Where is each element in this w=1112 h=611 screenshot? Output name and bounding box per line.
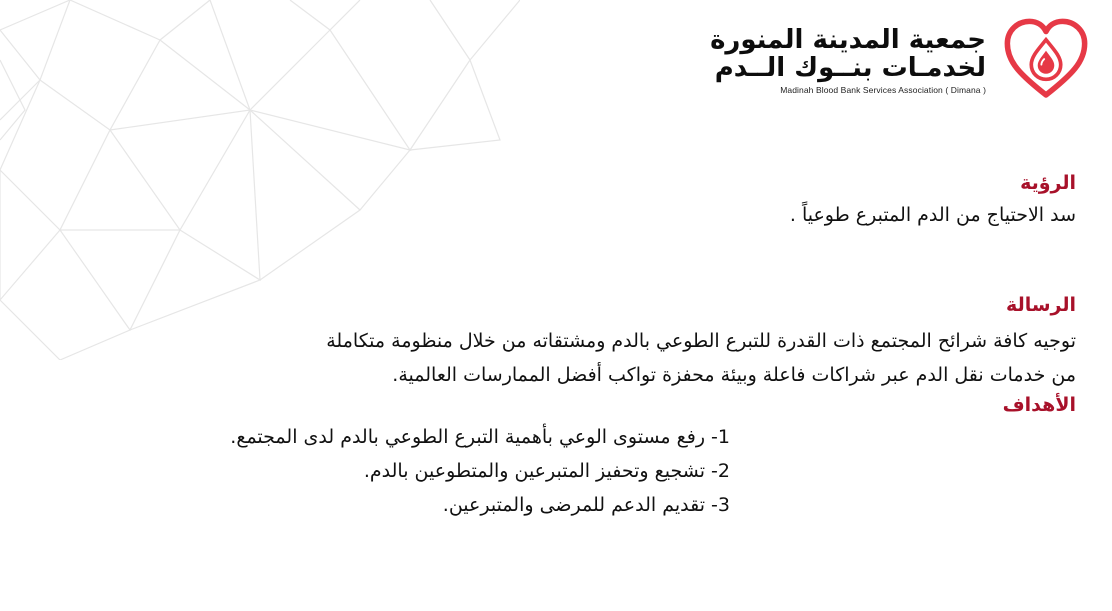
logo-english-name: Madinah Blood Bank Services Association ( Dimana ) — [780, 84, 986, 95]
association-logo — [710, 14, 1092, 106]
logo-name-line1: جمعية المدينة المنورة — [710, 24, 986, 55]
goal-item-1: 1- رفع مستوى الوعي بأهمية التبرع الطوعي بالدم لدى المجتمع. — [230, 426, 730, 448]
vision-heading: الرؤية — [1020, 172, 1076, 194]
mission-text-line-1: توجيه كافة شرائح المجتمع ذات القدرة للتبرع الطوعي بالدم ومشتقاته من خلال منظومة متكاملة — [326, 330, 1076, 352]
logo-name-line2: لخدمـات بنــوك الــدم — [714, 52, 986, 83]
mission-heading: الرسالة — [1006, 294, 1076, 316]
goal-item-2: 2- تشجيع وتحفيز المتبرعين والمتطوعين بالدم. — [363, 460, 730, 482]
mission-text-line-2: من خدمات نقل الدم عبر شراكات فاعلة وبيئة محفزة تواكب أفضل الممارسات العالمية. — [392, 364, 1076, 386]
vision-text: سد الاحتياج من الدم المتبرع طوعياً . — [789, 204, 1076, 226]
main-content — [36, 160, 1076, 522]
goals-heading: الأهداف — [1002, 394, 1076, 416]
goal-item-3: 3- تقديم الدعم للمرضى والمتبرعين. — [442, 494, 730, 516]
logo-text-block — [710, 26, 986, 95]
goals-list — [36, 420, 1076, 522]
heart-blood-drop-icon — [1000, 14, 1092, 106]
